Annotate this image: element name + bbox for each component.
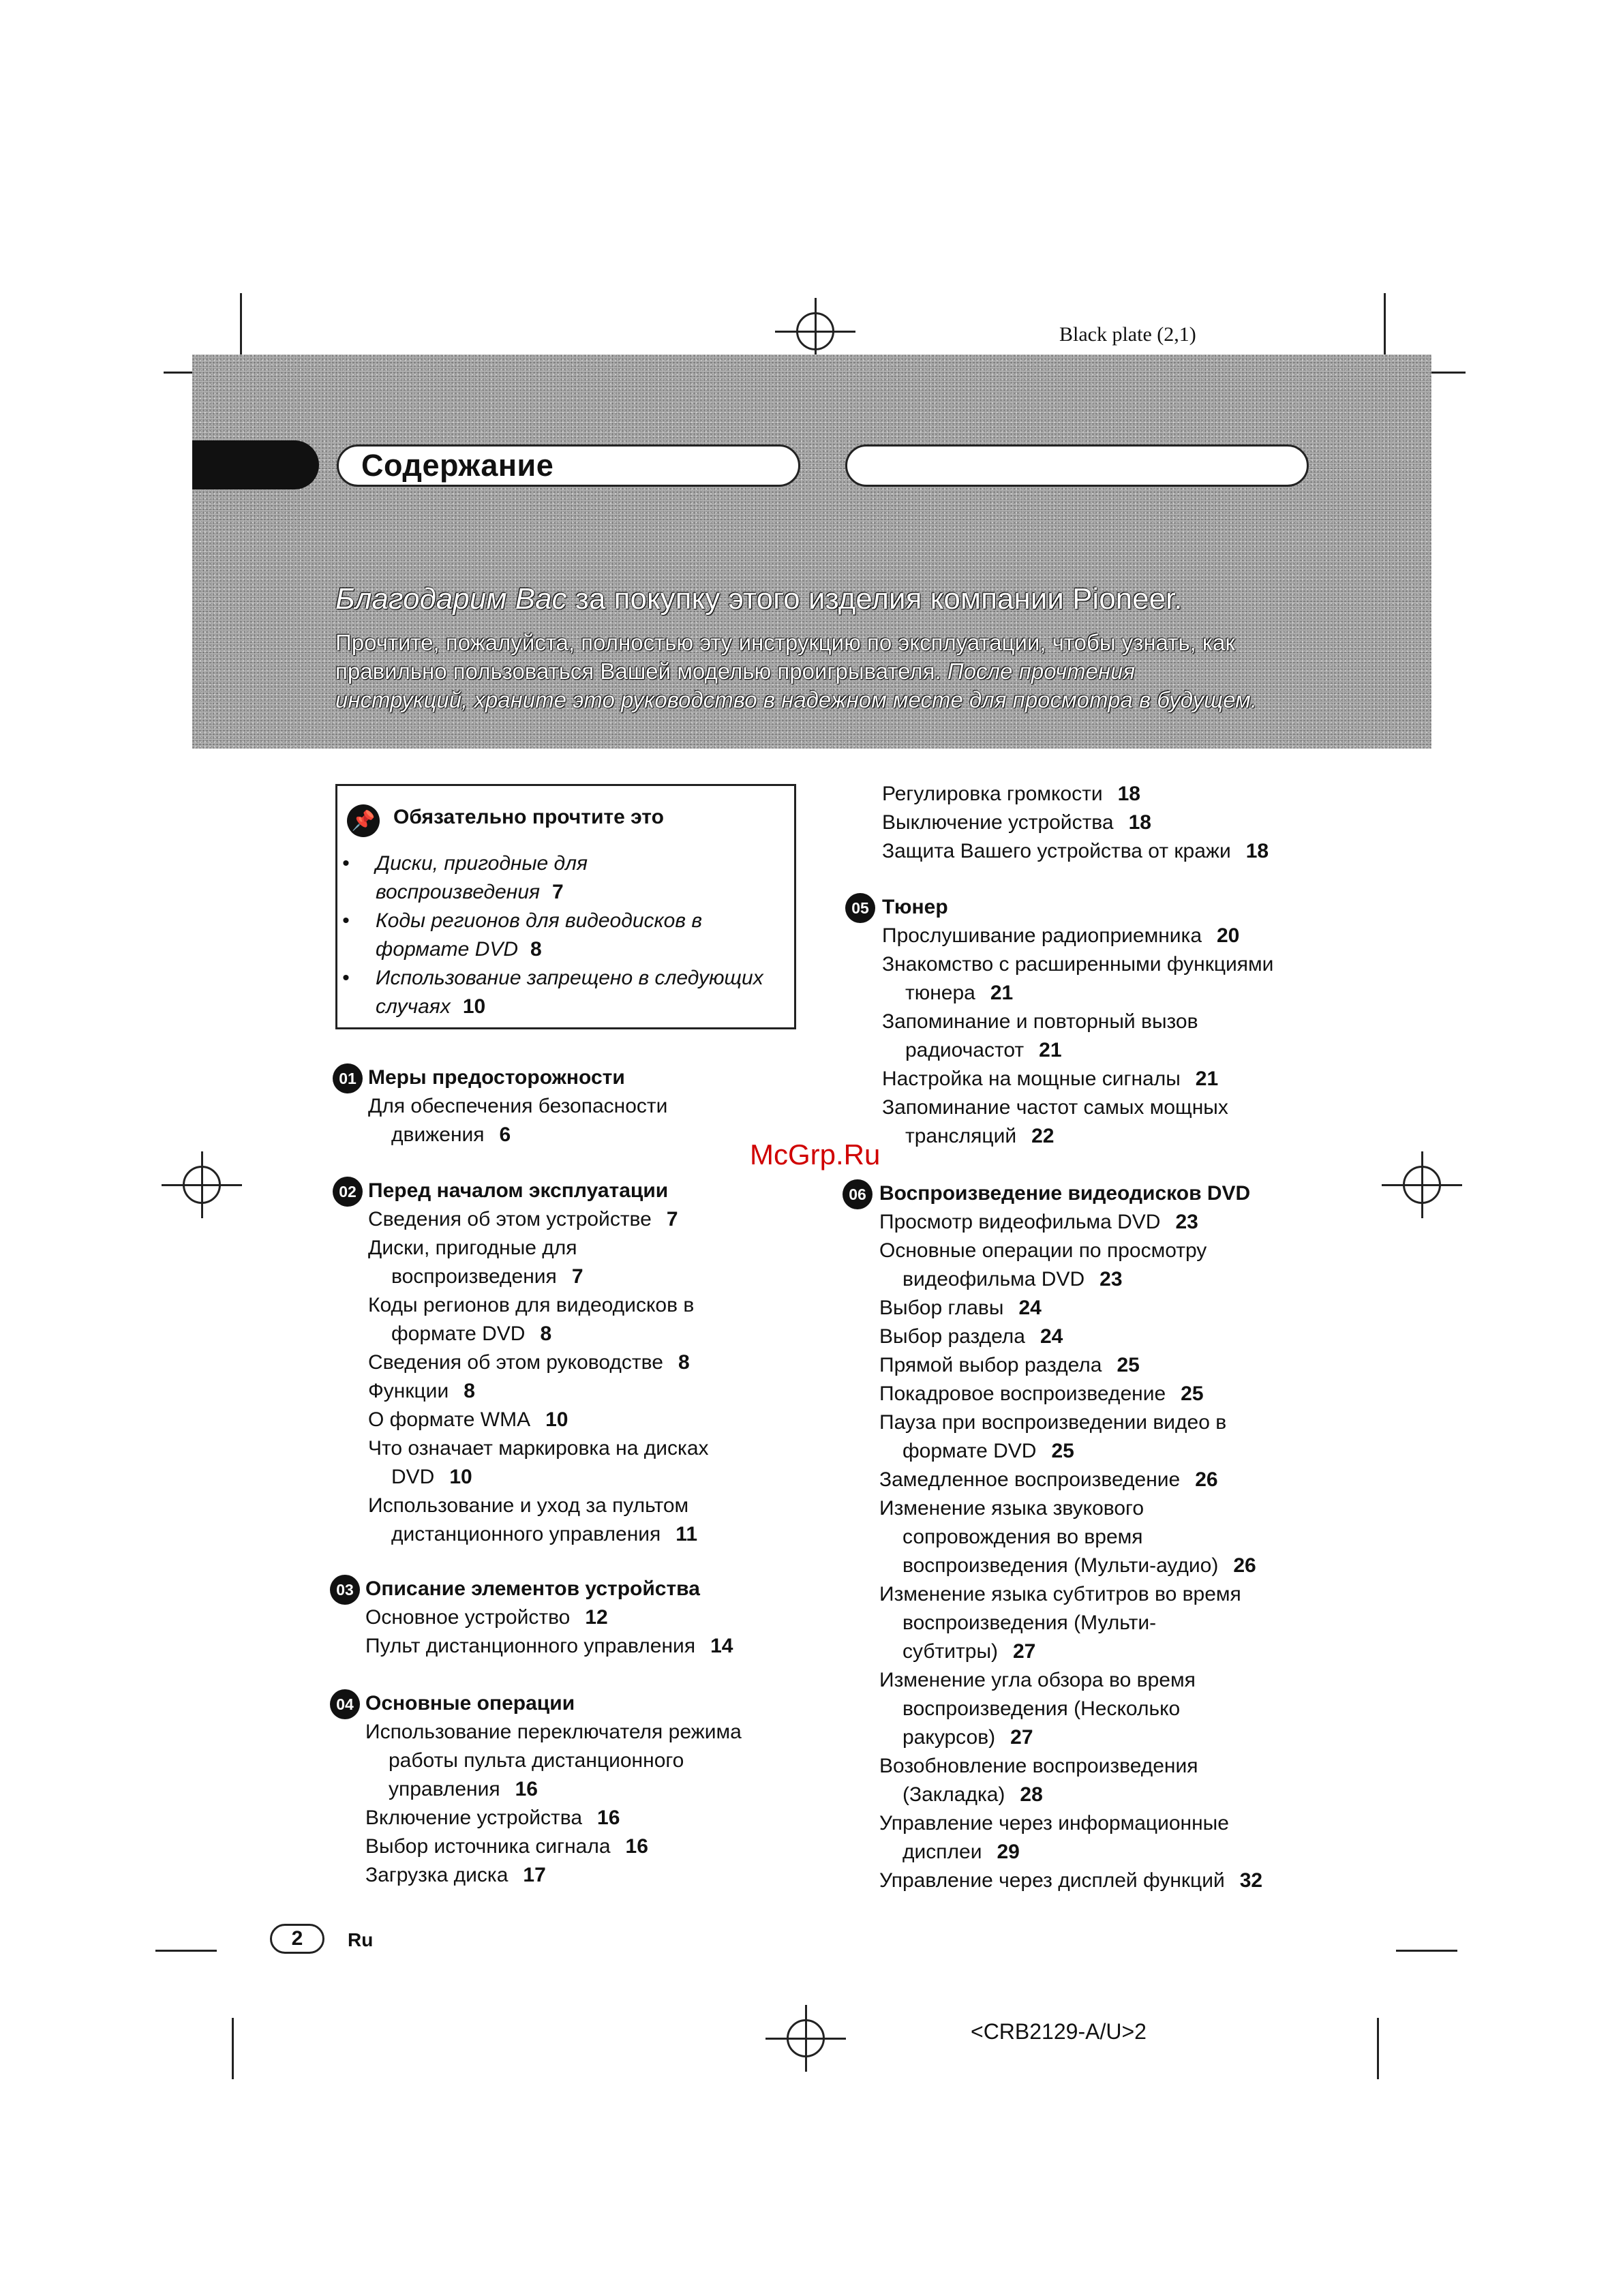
section-number-badge: 03 [330,1575,360,1605]
bullet-icon: • [342,852,350,875]
toc-entry[interactable]: Использование и уход за пультом [368,1494,689,1517]
toc-entry[interactable]: Прямой выбор раздела 25 [879,1354,1140,1376]
toc-entry[interactable]: Замедленное воспроизведение 26 [879,1468,1218,1491]
intro-line-2 [335,659,1135,684]
toc-entry[interactable]: Диски, пригодные для [368,1237,577,1259]
must-read-item-3-text: случаях [376,995,451,1018]
section-06-title[interactable]: Воспроизведение видеодисков DVD [879,1182,1251,1205]
intro-line-2-italic: После прочтения [947,659,1136,684]
page-title: Содержание [361,448,554,483]
page-ref: 8 [530,938,542,961]
crop-mark [155,1950,217,1952]
section-04-title[interactable]: Основные операции [365,1692,575,1715]
toc-entry-cont[interactable]: (Закладка) 28 [902,1783,1043,1806]
intro-line-3: инструкций, храните это руководство в надежном месте для просмотра в будущем. [335,687,1257,712]
must-read-title: Обязательно прочтите это [393,806,664,828]
registration-mark-icon [796,312,834,350]
toc-entry-cont[interactable]: DVD 10 [391,1466,472,1488]
registration-mark-icon [1403,1166,1441,1204]
toc-entry-cont[interactable]: дистанционного управления 11 [391,1523,698,1545]
must-read-item-2-line1: Коды регионов для видеодисков в [376,909,703,932]
toc-entry-cont[interactable]: радиочастот 21 [905,1039,1062,1061]
toc-entry[interactable]: Регулировка громкости 18 [882,783,1140,805]
toc-entry[interactable]: Выбор раздела 24 [879,1325,1063,1348]
thanks-line [335,582,1183,616]
toc-entry[interactable]: Управление через информационные [879,1812,1229,1834]
toc-entry[interactable]: Что означает маркировка на дисках [368,1437,709,1460]
bullet-icon: • [342,967,350,989]
must-read-item-1-line2[interactable] [376,881,564,904]
registration-mark-icon [183,1166,221,1204]
section-number-badge: 06 [843,1179,873,1209]
bullet-icon: • [342,909,350,932]
must-read-item-1-line1: Диски, пригодные для [376,852,588,875]
toc-entry[interactable]: Защита Вашего устройства от кражи 18 [882,840,1269,862]
toc-entry-cont[interactable]: ракурсов) 27 [902,1726,1033,1749]
toc-entry[interactable]: Сведения об этом руководстве 8 [368,1351,690,1374]
toc-entry[interactable]: Использование переключателя режима [365,1721,742,1743]
toc-entry-cont[interactable]: движения 6 [391,1123,511,1146]
title-tab [192,440,319,489]
toc-entry[interactable]: Запоминание и повторный вызов [882,1010,1198,1033]
toc-entry[interactable]: Пульт дистанционного управления 14 [365,1635,733,1657]
toc-entry[interactable]: Для обеспечения безопасности [368,1095,668,1117]
toc-entry[interactable]: Коды регионов для видеодисков в [368,1294,695,1316]
toc-entry-cont[interactable]: тюнера 21 [905,982,1014,1004]
crop-mark [232,2018,234,2079]
toc-entry[interactable]: Покадровое воспроизведение 25 [879,1383,1204,1405]
toc-entry-cont[interactable]: управления 16 [389,1778,538,1800]
toc-entry[interactable]: О формате WMA 10 [368,1408,568,1431]
registration-mark-icon [787,2019,825,2057]
toc-entry[interactable]: Пауза при воспроизведении видео в [879,1411,1227,1434]
page-ref: 7 [552,881,564,903]
section-number-badge: 02 [333,1177,363,1207]
toc-entry-cont[interactable]: работы пульта дистанционного [389,1749,684,1772]
intro-line-2-plain: правильно пользоваться Вашей моделью проигрывателя. [335,659,947,684]
toc-entry[interactable]: Загрузка диска 17 [365,1864,546,1886]
toc-entry-cont[interactable]: видеофильма DVD 23 [902,1268,1123,1290]
toc-entry[interactable]: Изменение языка субтитров во время [879,1583,1241,1605]
document-code: <CRB2129-A/U>2 [971,2019,1147,2044]
toc-entry[interactable]: Просмотр видеофильма DVD 23 [879,1211,1198,1233]
intro-line-1: Прочтите, пожалуйста, полностью эту инструкцию по эксплуатации, чтобы узнать, как [335,630,1235,655]
thanks-rest: за покупку этого изделия компании Pioneer. [566,582,1183,616]
toc-entry-cont[interactable]: воспроизведения 7 [391,1265,583,1288]
toc-entry[interactable]: Настройка на мощные сигналы 21 [882,1068,1219,1090]
section-02-title[interactable]: Перед началом эксплуатации [368,1179,669,1202]
section-number-badge: 04 [330,1689,360,1719]
toc-entry[interactable]: Функции 8 [368,1380,475,1402]
toc-entry[interactable]: Выключение устройства 18 [882,811,1151,834]
toc-entry[interactable]: Возобновление воспроизведения [879,1755,1198,1777]
thanks-italic: Благодарим Вас [335,582,567,616]
toc-entry[interactable]: Управление через дисплей функций 32 [879,1869,1263,1892]
toc-entry-cont[interactable]: сопровождения во время [902,1526,1143,1548]
toc-entry[interactable]: Выбор источника сигнала 16 [365,1835,648,1858]
toc-entry-cont[interactable]: формате DVD 8 [391,1323,552,1345]
toc-entry-cont[interactable]: формате DVD 25 [902,1440,1074,1462]
toc-entry[interactable]: Выбор главы 24 [879,1297,1042,1319]
section-01-title[interactable]: Меры предосторожности [368,1066,625,1089]
section-05-title[interactable]: Тюнер [882,896,948,918]
pushpin-icon: 📌 [347,804,380,837]
page-number: 2 [270,1924,324,1954]
section-number-badge: 01 [333,1063,363,1093]
toc-entry[interactable]: Основное устройство 12 [365,1606,608,1629]
section-number-badge: 05 [845,893,875,923]
language-code: Ru [348,1929,374,1950]
toc-entry-cont[interactable]: дисплеи 29 [902,1841,1020,1863]
crop-mark [1377,2018,1379,2079]
toc-entry-cont[interactable]: трансляций 22 [905,1125,1055,1147]
toc-entry[interactable]: Запоминание частот самых мощных [882,1096,1228,1119]
must-read-item-3-line2[interactable] [376,995,485,1018]
must-read-item-1-text: воспроизведения [376,881,541,903]
toc-entry[interactable]: Изменение языка звукового [879,1497,1144,1520]
toc-entry[interactable]: Изменение угла обзора во время [879,1669,1196,1691]
watermark: McGrp.Ru [750,1138,881,1170]
crop-mark [1384,293,1386,354]
section-03-title[interactable]: Описание элементов устройства [365,1577,700,1600]
blank-title-pill [845,444,1309,487]
must-read-item-2-text: формате DVD [376,938,519,961]
toc-entry[interactable]: Прослушивание радиоприемника 20 [882,924,1240,947]
toc-entry[interactable]: Включение устройства 16 [365,1807,620,1829]
toc-entry[interactable]: Знакомство с расширенными функциями [882,953,1274,976]
toc-entry[interactable]: Сведения об этом устройстве 7 [368,1208,678,1230]
page-ref: 10 [462,995,486,1018]
toc-entry-cont[interactable]: воспроизведения (Мульти-аудио) 26 [902,1554,1256,1577]
crop-mark [240,293,242,354]
must-read-item-2-line2[interactable] [376,938,542,961]
toc-entry-cont[interactable]: воспроизведения (Несколько [902,1697,1181,1720]
must-read-item-3-line1: Использование запрещено в следующих [376,967,763,989]
toc-entry-cont[interactable]: субтитры) 27 [902,1640,1036,1663]
crop-mark [1396,1950,1457,1952]
plate-label: Black plate (2,1) [1059,323,1196,346]
toc-entry[interactable]: Основные операции по просмотру [879,1239,1207,1262]
toc-entry-cont[interactable]: воспроизведения (Мульти- [902,1612,1157,1634]
